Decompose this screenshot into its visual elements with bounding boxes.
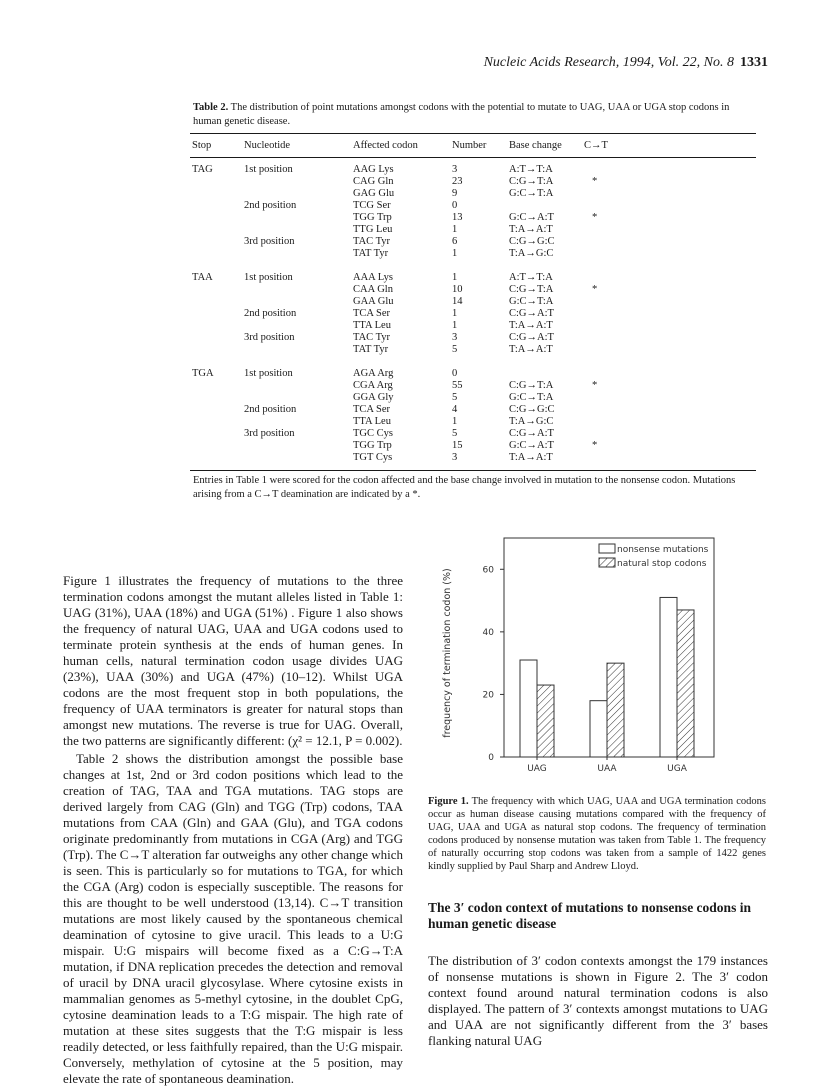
cell-affected-codon: GAA Glu bbox=[353, 296, 394, 307]
cell-affected-codon: AAG Lys bbox=[353, 164, 394, 175]
cell-nucleotide-position: 1st position bbox=[244, 368, 293, 379]
body-text-right: The distribution of 3′ codon contexts amongst the 179 instances of nonsense mutations is shown in Figure 2. The 3′ codon context found around natural termination codons is also displayed. The pattern of 3′ contexts amongst mutations to UAG and UAA are not significantly different from the 3′ bases flanking natural UAG bbox=[428, 953, 768, 1048]
y-tick-label: 0 bbox=[488, 753, 494, 763]
cell-nucleotide-position: 3rd position bbox=[244, 332, 295, 343]
cell-number: 1 bbox=[452, 248, 458, 259]
body-text-left bbox=[63, 573, 403, 1089]
table-row bbox=[190, 200, 756, 212]
table-row bbox=[190, 392, 756, 404]
cell-affected-codon: TGC Cys bbox=[353, 428, 393, 439]
cell-affected-codon: CAG Gln bbox=[353, 176, 394, 187]
cell-nucleotide-position: 2nd position bbox=[244, 200, 297, 211]
cell-number: 15 bbox=[452, 440, 463, 451]
header-nucleotide: Nucleotide bbox=[244, 140, 291, 151]
cell-number: 0 bbox=[452, 368, 458, 379]
table-row bbox=[190, 416, 756, 428]
cell-base-change: C:G→A:T bbox=[509, 428, 554, 439]
table-caption bbox=[193, 101, 753, 129]
cell-number: 5 bbox=[452, 392, 458, 403]
table-row bbox=[190, 320, 756, 332]
running-header bbox=[484, 55, 768, 71]
cell-affected-codon: AGA Arg bbox=[353, 368, 394, 379]
cell-affected-codon: TCA Ser bbox=[353, 404, 391, 415]
cell-base-change: C:G→A:T bbox=[509, 332, 554, 343]
cell-base-change: T:A→A:T bbox=[509, 452, 553, 463]
cell-affected-codon: TGG Trp bbox=[353, 440, 392, 451]
table-row bbox=[190, 284, 756, 296]
cell-base-change: C:G→G:C bbox=[509, 236, 555, 247]
cell-number: 14 bbox=[452, 296, 463, 307]
cell-number: 9 bbox=[452, 188, 458, 199]
cell-nucleotide-position: 1st position bbox=[244, 164, 293, 175]
cell-c-to-t: * bbox=[592, 176, 598, 187]
cell-c-to-t: * bbox=[592, 440, 598, 451]
figure-1-chart bbox=[432, 528, 732, 790]
cell-nucleotide-position: 2nd position bbox=[244, 308, 297, 319]
table-row bbox=[190, 236, 756, 248]
cell-affected-codon: TTA Leu bbox=[353, 320, 391, 331]
cell-affected-codon: TCA Ser bbox=[353, 308, 391, 319]
table-row bbox=[190, 272, 756, 284]
cell-number: 3 bbox=[452, 452, 458, 463]
x-tick-label: UGA bbox=[667, 764, 687, 774]
header-affected-codon: Affected codon bbox=[353, 140, 418, 151]
cell-affected-codon: AAA Lys bbox=[353, 272, 393, 283]
table-row bbox=[190, 380, 756, 392]
cell-base-change: C:G→G:C bbox=[509, 404, 555, 415]
cell-number: 1 bbox=[452, 224, 458, 235]
y-axis-label: frequency of termination codon (%) bbox=[442, 568, 453, 738]
paragraph: Figure 1 illustrates the frequency of mutations to the three termination codons amongst the mutant alleles listed in Table 1: UAG (31%), UAA (18%) and UGA (51%) . Figure 1 also shows the frequency of natural UAG, UAA and UGA codons used to terminate protein synthesis at the ends of human genes. In human cells, natural termination codon usage divides UAG (23%), UAA (30%) and UGA (47%) (10–12). Whilst UGA codons are the most frequent stop in both populations, the frequency of UAA terminators is greater for natural stops than amongst new mutations. The reverse is true for UAG. Overall, the two patterns are significantly different: (χ² = 12.1, P = 0.002). bbox=[63, 573, 403, 748]
table-footnote: Entries in Table 1 were scored for the codon affected and the base change involved in mutation to the nonsense codon. Mutations arising from a C→T deamination are indicated by a *. bbox=[193, 475, 736, 500]
cell-affected-codon: TAC Tyr bbox=[353, 236, 391, 247]
cell-number: 55 bbox=[452, 380, 463, 391]
table-row bbox=[190, 176, 756, 188]
cell-nucleotide-position: 3rd position bbox=[244, 236, 295, 247]
paragraph: Table 2 shows the distribution amongst the possible base changes at 1st, 2nd or 3rd codon positions which lead to the creation of TAG, TAA and TGA mutations. TAG stops are derived largely from CAG (Gln) and TGG (Trp) codons, TAA mutations from CAA (Gln) and GAA (Glu), and TGA codons originate predominantly from mutations in CGA (Arg) and TGG (Trp). The C→T alteration far outweighs any other change which is seen. This is particularly so for mutations to TGA, for which the CGA (Arg) codon is especially susceptible. The reasons for this are thought to be well understood (13,14). C→T transition mutations are most likely caused by the spontaneous chemical deamination of cytosine to give uracil. This leads to a U:G mispair. U:G mispairs will become fixed as a C:G→T:A mutation, if DNA replication precedes the detection and removal of uracil by DNA uracil glycosylase. Where cytosine exists in mammalian genomes as 5-methyl cytosine, in the doublet CpG, cytosine deamination leads to a T:G mispair. The high rate of mutation at these sites suggests that the T:G mispair is less readily detected, or less faithfully repaired, than the U:G mispair. Conversely, methylation of cytosine at the 5 position, may elevate the rate of spontaneous deamination. bbox=[63, 751, 403, 1086]
figure-label: Figure 1. bbox=[428, 796, 469, 807]
cell-number: 3 bbox=[452, 332, 458, 343]
table-row bbox=[190, 428, 756, 440]
y-tick-label: 20 bbox=[482, 690, 494, 701]
cell-base-change: T:A→A:T bbox=[509, 320, 553, 331]
cell-affected-codon: TAT Tyr bbox=[353, 248, 389, 259]
table-row bbox=[190, 164, 756, 176]
x-tick-label: UAA bbox=[597, 764, 617, 774]
cell-number: 1 bbox=[452, 308, 458, 319]
cell-affected-codon: CGA Arg bbox=[353, 380, 393, 391]
cell-c-to-t: * bbox=[592, 212, 598, 223]
legend-swatch-hatched bbox=[599, 558, 615, 567]
table-row bbox=[190, 404, 756, 416]
table-row bbox=[190, 308, 756, 320]
cell-c-to-t: * bbox=[592, 284, 598, 295]
cell-base-change: G:C→T:A bbox=[509, 392, 554, 403]
figure-caption-text: The frequency with which UAG, UAA and UGA termination codons occur as human disease causing mutations compared with the frequency of UAG, UAA and UGA as natural stop codons. The frequency of termination codons produced by nonsense mutation was taken from Table 1. The frequency of naturally occurring stop codons was taken from a sample of 1422 genes kindly supplied by Paul Sharp and Andrew Lloyd. bbox=[428, 796, 767, 872]
cell-base-change: T:A→G:C bbox=[509, 416, 554, 427]
section-heading: The 3′ codon context of mutations to nonsense codons in human genetic disease bbox=[428, 900, 751, 931]
bar-hatched-uaa bbox=[607, 663, 624, 757]
cell-base-change: G:C→A:T bbox=[509, 212, 554, 223]
table-label: Table 2. bbox=[193, 102, 229, 113]
table-bottom-rule bbox=[190, 470, 756, 471]
cell-number: 1 bbox=[452, 272, 458, 283]
bar-hatched-uag bbox=[537, 685, 554, 757]
cell-stop: TGA bbox=[192, 368, 214, 379]
cell-number: 13 bbox=[452, 212, 463, 223]
cell-affected-codon: TCG Ser bbox=[353, 200, 391, 211]
bar-open-uag bbox=[520, 660, 537, 757]
table-row bbox=[190, 368, 756, 380]
table-row bbox=[190, 212, 756, 224]
cell-number: 23 bbox=[452, 176, 463, 187]
cell-number: 5 bbox=[452, 344, 458, 355]
table-header-rule bbox=[190, 157, 756, 158]
cell-base-change: G:C→T:A bbox=[509, 296, 554, 307]
cell-number: 6 bbox=[452, 236, 458, 247]
table-row bbox=[190, 344, 756, 356]
cell-number: 1 bbox=[452, 320, 458, 331]
cell-stop: TAA bbox=[192, 272, 213, 283]
cell-c-to-t: * bbox=[592, 380, 598, 391]
header-base-change: Base change bbox=[509, 140, 562, 151]
bar-hatched-uga bbox=[677, 610, 694, 757]
header-number: Number bbox=[452, 140, 487, 151]
journal-citation: Nucleic Acids Research, 1994, Vol. 22, No. 8 bbox=[483, 55, 734, 70]
table-row bbox=[190, 248, 756, 260]
table-row bbox=[190, 440, 756, 452]
cell-stop: TAG bbox=[192, 164, 213, 175]
bar-open-uaa bbox=[590, 701, 607, 757]
figure-caption bbox=[428, 795, 766, 873]
cell-base-change: A:T→T:A bbox=[509, 272, 553, 283]
header-c-to-t: C→T bbox=[584, 140, 608, 151]
table-top-rule bbox=[190, 133, 756, 134]
cell-base-change: C:G→T:A bbox=[509, 380, 554, 391]
cell-number: 4 bbox=[452, 404, 458, 415]
cell-base-change: A:T→T:A bbox=[509, 164, 553, 175]
cell-number: 0 bbox=[452, 200, 458, 211]
cell-nucleotide-position: 1st position bbox=[244, 272, 293, 283]
table-header-row bbox=[190, 140, 756, 152]
table-row bbox=[190, 224, 756, 236]
table-row bbox=[190, 296, 756, 308]
legend-label: natural stop codons bbox=[617, 559, 707, 569]
cell-affected-codon: TTA Leu bbox=[353, 416, 391, 427]
cell-base-change: T:A→G:C bbox=[509, 248, 554, 259]
cell-base-change: C:G→A:T bbox=[509, 308, 554, 319]
cell-number: 1 bbox=[452, 416, 458, 427]
cell-base-change: C:G→T:A bbox=[509, 284, 554, 295]
cell-base-change: G:C→A:T bbox=[509, 440, 554, 451]
y-tick-label: 40 bbox=[482, 627, 494, 638]
table-row bbox=[190, 332, 756, 344]
y-tick-label: 60 bbox=[482, 565, 494, 576]
legend-label: nonsense mutations bbox=[617, 545, 709, 555]
cell-number: 5 bbox=[452, 428, 458, 439]
cell-base-change: C:G→T:A bbox=[509, 176, 554, 187]
cell-affected-codon: TGG Trp bbox=[353, 212, 392, 223]
cell-base-change: G:C→T:A bbox=[509, 188, 554, 199]
cell-affected-codon: TAT Tyr bbox=[353, 344, 389, 355]
cell-affected-codon: TTG Leu bbox=[353, 224, 393, 235]
table-caption-text: The distribution of point mutations amongst codons with the potential to mutate to UAG, UAA or UGA stop codons in human genetic disease. bbox=[193, 102, 730, 127]
cell-base-change: T:A→A:T bbox=[509, 344, 553, 355]
cell-number: 3 bbox=[452, 164, 458, 175]
table-row bbox=[190, 452, 756, 464]
cell-affected-codon: GAG Glu bbox=[353, 188, 395, 199]
x-tick-label: UAG bbox=[527, 764, 547, 774]
cell-affected-codon: TAC Tyr bbox=[353, 332, 391, 343]
cell-nucleotide-position: 2nd position bbox=[244, 404, 297, 415]
table-row bbox=[190, 188, 756, 200]
page-number: 1331 bbox=[740, 55, 768, 70]
cell-number: 10 bbox=[452, 284, 463, 295]
cell-nucleotide-position: 3rd position bbox=[244, 428, 295, 439]
cell-affected-codon: TGT Cys bbox=[353, 452, 393, 463]
cell-base-change: T:A→A:T bbox=[509, 224, 553, 235]
header-stop: Stop bbox=[192, 140, 212, 151]
legend-swatch-open bbox=[599, 544, 615, 553]
cell-affected-codon: GGA Gly bbox=[353, 392, 394, 403]
bar-open-uga bbox=[660, 597, 677, 757]
cell-affected-codon: CAA Gln bbox=[353, 284, 393, 295]
